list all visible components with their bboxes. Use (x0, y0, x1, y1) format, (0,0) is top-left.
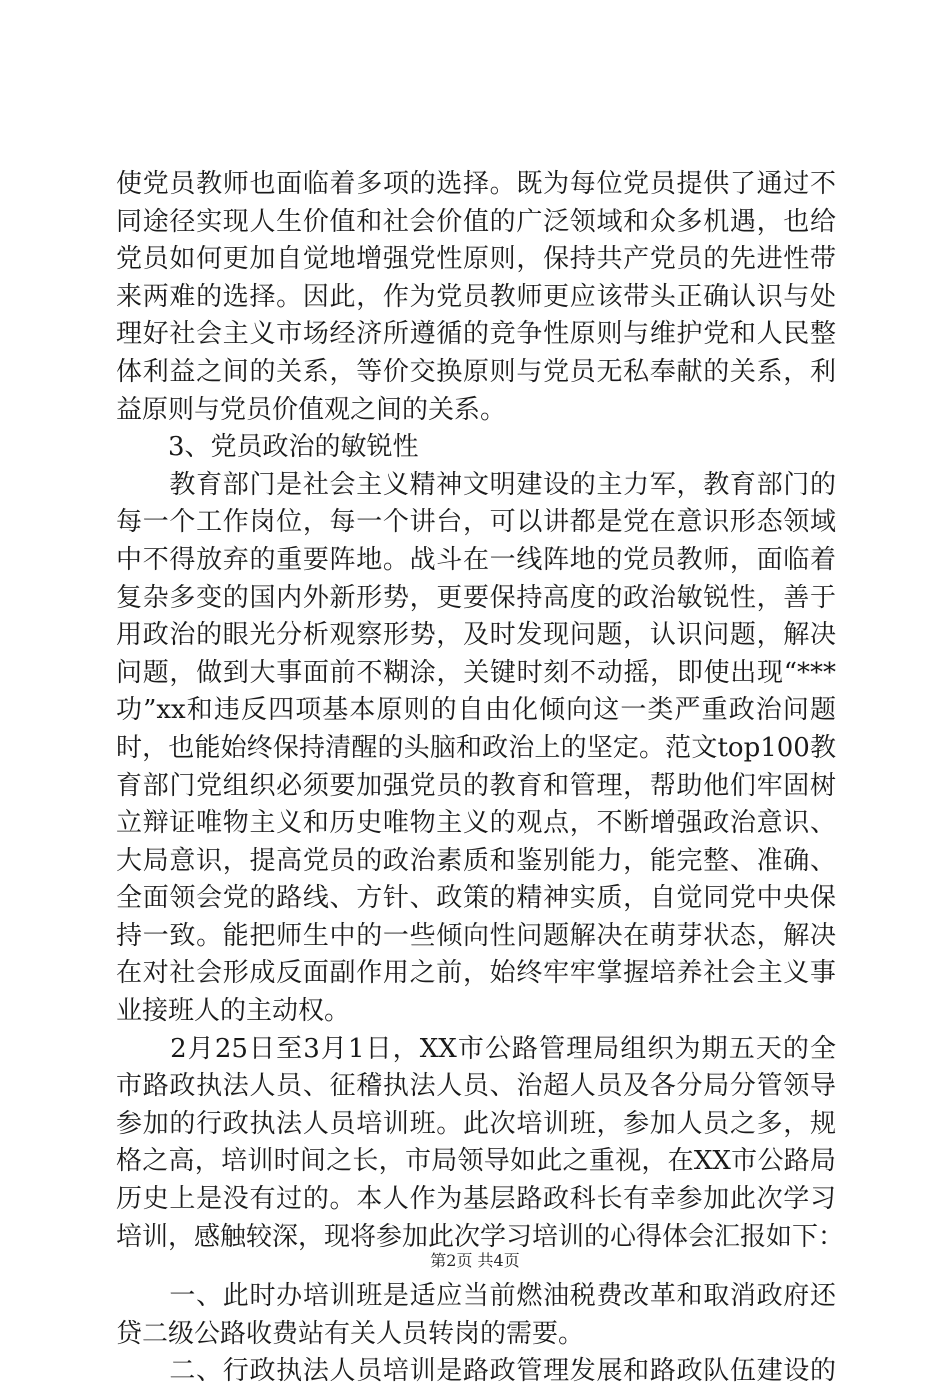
text-line: 中不得放弃的重要阵地。战斗在一线阵地的党员教师，面临着 (116, 544, 836, 575)
text-line: 党员如何更加自觉地增强党性原则，保持共产党员的先进性带 (116, 244, 836, 275)
text-line: 参加的行政执法人员培训班。此次培训班，参加人员之多，规 (116, 1108, 836, 1139)
text-line: 体利益之间的关系，等价交换原则与党员无私奉献的关系，利 (116, 356, 836, 387)
text-line: 育部门党组织必须要加强党员的教育和管理，帮助他们牢固树 (116, 770, 836, 801)
text-line: 时，也能始终保持清醒的头脑和政治上的坚定。范文top100教 (116, 732, 836, 763)
text-line: 大局意识，提高党员的政治素质和鉴别能力，能完整、准确、 (116, 845, 836, 876)
text-line: 一、此时办培训班是适应当前燃油税费改革和取消政府还 (116, 1281, 836, 1312)
text-line: 格之高，培训时间之长，市局领导如此之重视，在XX市公路局 (116, 1146, 836, 1177)
text-line: 使党员教师也面临着多项的选择。既为每位党员提供了通过不 (116, 169, 836, 199)
text-line: 问题，做到大事面前不糊涂，关键时刻不动摇，即使出现“*** (116, 657, 836, 688)
text-line: 市路政执法人员、征稽执法人员、治超人员及各分局分管领导 (116, 1071, 836, 1102)
text-line: 同途径实现人生价值和社会价值的广泛领域和众多机遇，也给 (116, 206, 836, 237)
text-line: 每一个工作岗位，每一个讲台，可以讲都是党在意识形态领域 (116, 507, 836, 538)
text-line: 复杂多变的国内外新形势，更要保持高度的政治敏锐性，善于 (116, 582, 836, 613)
text-line: 持一致。能把师生中的一些倾向性问题解决在萌芽状态，解决 (116, 920, 836, 951)
text-line: 理好社会主义市场经济所遵循的竞争性原则与维护党和人民整 (116, 319, 836, 350)
text-line: 益原则与党员价值观之间的关系。 (116, 394, 507, 425)
text-line: 来两难的选择。因此，作为党员教师更应该带头正确认识与处 (116, 281, 836, 312)
text-line: 功”xx和违反四项基本原则的自由化倾向这一类严重政治问题 (116, 695, 836, 726)
text-line: 2月25日至3月1日，XX市公路管理局组织为期五天的全 (116, 1033, 836, 1064)
text-line: 全面领会党的路线、方针、政策的精神实质，自觉同党中央保 (116, 883, 836, 914)
page-footer: 第2页 共4页 (430, 1251, 520, 1270)
text-line: 业接班人的主动权。 (116, 996, 351, 1027)
text-line: 二、行政执法人员培训是路政管理发展和路政队伍建设的 (116, 1356, 836, 1387)
text-line: 历史上是没有过的。本人作为基层路政科长有幸参加此次学习 (116, 1184, 836, 1215)
document-body (116, 166, 845, 1391)
text-line: 贷二级公路收费站有关人员转岗的需要。 (116, 1318, 585, 1349)
text-line: 立辩证唯物主义和历史唯物主义的观点，不断增强政治意识、 (116, 808, 836, 839)
text-line: 3、党员政治的敏锐性 (116, 432, 419, 463)
text-line: 用政治的眼光分析观察形势，及时发现问题，认识问题，解决 (116, 620, 836, 651)
text-line: 培训，感触较深，现将参加此次学习培训的心得体会汇报如下： (116, 1221, 845, 1252)
text-line: 教育部门是社会主义精神文明建设的主力军，教育部门的 (116, 469, 836, 500)
text-line: 在对社会形成反面副作用之前，始终牢牢掌握培养社会主义事 (116, 958, 836, 989)
